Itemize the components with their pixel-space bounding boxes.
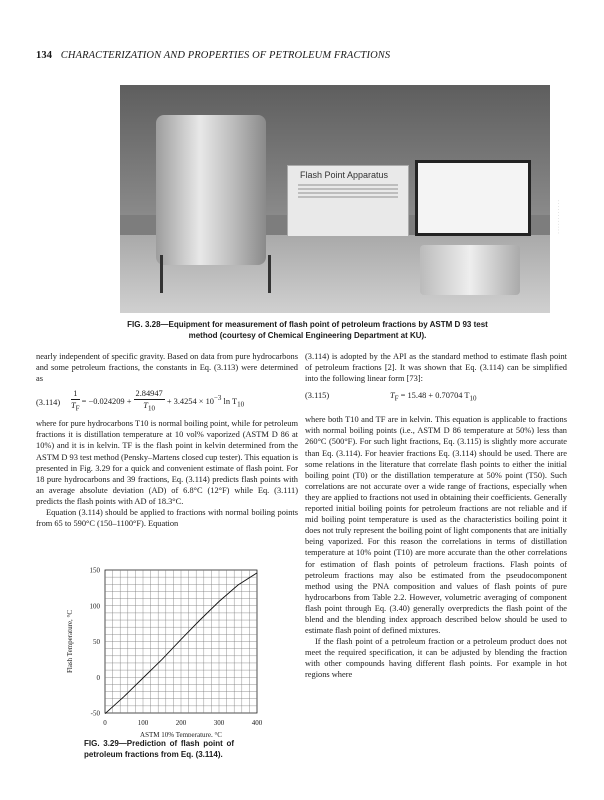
left-paragraph-1: nearly independent of specific gravity. Based on data from pure hydrocarbons and some petroleum fractions, the constants in Eq. (3.113) were determined as [36,352,298,384]
eq-symbol: T [390,391,395,401]
left-paragraph-2: where for pure hydrocarbons T10 is normal boiling point, while for petroleum fractions it is distillation temperature at 10 vol% vaporized (ASTM D 86 at 10%) and it is in kelvin. TF is the flash point in kelvin determined from the ASTM D 93 test method (Pensky–Martens closed cup tester). This equation is presented in Fig. 3.29 for a quick and convenient estimate of flash point. For 18 pure hydrocarbons and 39 fractions, Eq. (3.114) predicts flash points with an average absolute deviation (AD) of 6.8°C (12°F) while Eq. (3.111) predicts the flash points with AD of 18.3°C. [36,419,298,506]
photo-card-line [298,192,398,194]
y-tick-label: 150 [89,566,100,575]
y-axis-label: Flash Temperature, °C [66,609,74,674]
tail-log-term: ln T [223,396,238,406]
photo-monitor [415,160,531,236]
equation-number: (3.114) [36,398,61,408]
photo-label-text: Flash Point Apparatus [300,170,389,180]
left-paragraph-3: Equation (3.114) should be applied to fractions with normal boiling points from 65 to 590°C (150–1100°F). Equation [36,508,298,529]
left-column [36,351,298,529]
running-header [36,50,390,61]
photo-tester-legs [160,255,271,293]
photo-card-line [298,196,398,198]
eq-subscript: F [394,394,399,403]
photo-label-card [287,165,409,237]
equation-body [71,388,244,415]
figure-3-29-caption: FIG. 3.29—Prediction of flash point of petroleum fractions from Eq. (3.114). [84,739,234,759]
y-tick-label: -50 [90,709,100,718]
lhs-den-symbol: T [71,401,76,411]
x-tick-label: 300 [213,719,225,727]
equation-3-114 [36,388,298,416]
equation-body [390,390,477,405]
equation-3-115 [305,390,567,406]
equation-tail [167,393,244,411]
photo-tester-cup [156,115,266,265]
x-tick-label: 0 [103,719,107,727]
lhs-numerator: 1 [71,388,80,400]
rhs-numerator: 2.84947 [134,388,165,400]
flash-point-plot [60,562,280,737]
photo-card-line [298,188,398,190]
x-tick-label: 200 [175,719,187,727]
page-number: 134 [36,50,53,61]
tail-log-subscript: 10 [237,400,245,409]
y-tick-label: 100 [89,602,100,611]
eq-rest: = 15.48 + 0.70704 T [398,391,470,401]
right-column [305,351,567,681]
photo-card-line [298,184,398,186]
tail-term: + 3.4254 × 10 [166,396,214,406]
equation-lhs-fraction [71,388,80,415]
tail-exponent: −3 [213,393,222,402]
photo-glassware [420,245,520,295]
rhs-den-subscript: 10 [147,405,155,414]
running-title: CHARACTERIZATION AND PROPERTIES OF PETROLEUM FRACTIONS [60,50,391,61]
right-paragraph-1: (3.114) is adopted by the API as the standard method to estimate flash point of petroleum fractions [2]. It was shown that Eq. (3.114) can be simplified into the following linear form [73]: [305,352,567,384]
flash-point-apparatus-photo [120,85,550,313]
right-paragraph-2: where both T10 and TF are in kelvin. This equation is applicable to fractions with normal boiling points (i.e., ASTM D 86 temperature at 50%) less than 260°C (500°F). For such light fractions, Eq. (3.115) is slightly more accurate than Eq. (3.114). For heavier fractions Eq. (3.114) should be used. There are some relations in the literature that correlate flash points to either the initial boiling point (T0) or the distillation temperature at 50% point (T50). Such correlations are not accurate over a wide range of fractions, especially when they are applied to fractions not used in obtaining their coefficients. Generally reported initial boiling points for petroleum fractions are not reliable and if mid boiling point temperature is used as the characteristics boiling point it does not truly represent the boiling point of light components that are initially being vaporized. For this reason the correlations in terms of distillation temperature at 10% point (T10) are more accurate than the other correlations for estimation of flash points of petroleum fractions. Flash points of petroleum fractions may also be estimated from the pseudocomponent method using the PNA composition and values of flash points of pure hydrocarbons from Table 2.2. However, volumetric averaging of component flash point through Eq. (3.40) generally overpredicts the flash point of the blend and the blending index approach described below should be used to estimate flash point of defined mixtures. [305,415,567,636]
y-tick-label: 50 [93,638,100,646]
figure-3-28-caption: FIG. 3.28—Equipment for measurement of flash point of petroleum fractions by ASTM D 93 test method (courtesy of Chemical Engineering Department at KU). [127,320,488,340]
equation-middle: = −0.024209 + [81,397,132,407]
x-axis-label: ASTM 10% Temperature, °C [140,731,222,737]
scan-speckle: · · · · · · · · · · · · [555,200,560,234]
lhs-denominator [71,400,80,415]
x-tick-label: 400 [251,719,263,727]
equation-number: (3.115) [305,391,330,401]
rhs-denominator [134,400,165,415]
y-tick-label: 0 [96,673,100,682]
right-paragraph-3: If the flash point of a petroleum fraction or a petroleum product does not meet the required specification, it can be adjusted by blending the fraction with other compounds having different flash points. For example in hot regions where [305,637,567,680]
figure-3-29-chart [60,562,280,737]
equation-rhs-fraction [134,388,165,415]
lhs-den-subscript: F [75,405,80,414]
x-tick-label: 100 [137,719,149,727]
eq-rest-subscript: 10 [469,394,477,403]
rhs-den-symbol: T [143,401,148,411]
